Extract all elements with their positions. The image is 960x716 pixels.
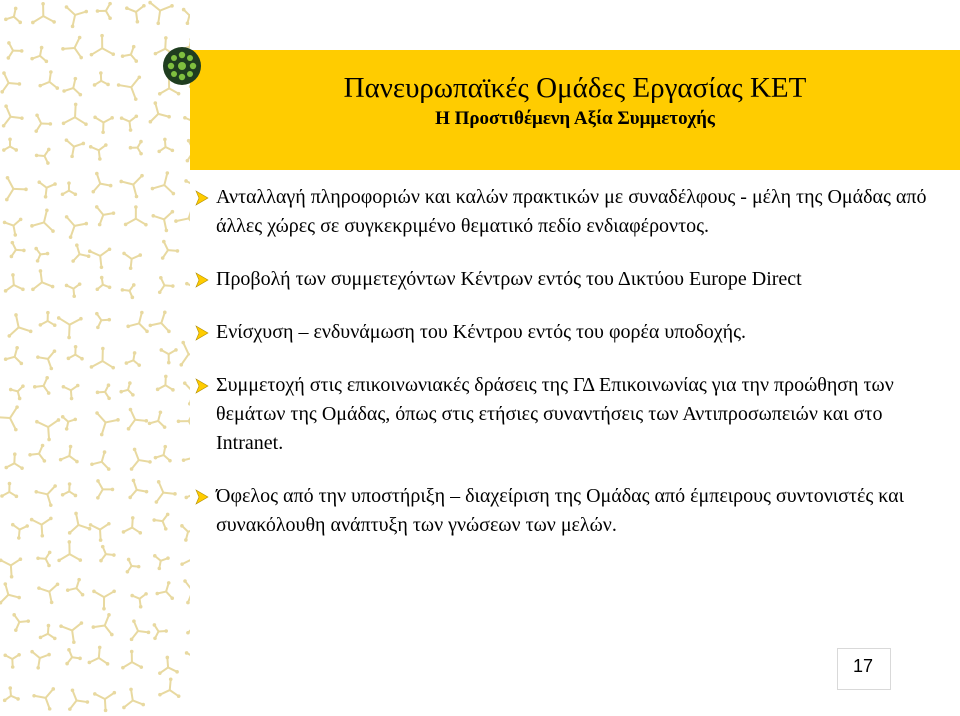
decorative-pattern-strip bbox=[0, 0, 190, 716]
arrow-bullet-icon bbox=[194, 272, 210, 288]
title-subtitle: Η Προστιθέμενη Αξία Συμμετοχής bbox=[435, 108, 715, 129]
bullet-text: Προβολή των συμμετεχόντων Κέντρων εντός του Δικτύου Europe Direct bbox=[216, 268, 802, 290]
bullet-text: Ανταλλαγή πληροφοριών και καλών πρακτικών με συναδέλφους - μέλη της Ομάδας από άλλες χώρες σε συγκεκριμένο θεματικό πεδίο ενδιαφέροντος. bbox=[216, 186, 927, 237]
bullet-text: Όφελος από την υποστήριξη – διαχείριση της Ομάδας από έμπειρους συντονιστές και συνακόλουθη ανάπτυξη των γνώσεων των μελών. bbox=[216, 485, 905, 536]
decorative-pattern bbox=[0, 0, 190, 716]
arrow-bullet-icon bbox=[194, 378, 210, 394]
slide-title bbox=[190, 70, 960, 132]
bullet-text: Συμμετοχή στις επικοινωνιακές δράσεις της ΓΔ Επικοινωνίας για την προώθηση των θεμάτων της Ομάδας, όπως στις ετήσιες συναντήσεις των Αντιπροσωπειών και στο Intranet. bbox=[216, 374, 894, 454]
arrow-bullet-icon bbox=[194, 190, 210, 206]
bullet-item bbox=[190, 318, 930, 347]
page-number: 17 bbox=[852, 656, 874, 676]
bullet-item bbox=[190, 371, 930, 458]
bullet-list bbox=[190, 183, 930, 540]
bullet-item bbox=[190, 265, 930, 294]
bullet-text: Ενίσχυση – ενδυνάμωση του Κέντρου εντός του φορέα υποδοχής. bbox=[216, 321, 747, 343]
bullet-item bbox=[190, 482, 930, 540]
bullet-item bbox=[190, 183, 930, 241]
title-main: Πανευρωπαϊκές Ομάδες Εργασίας ΚΕΤ bbox=[343, 72, 807, 104]
arrow-bullet-icon bbox=[194, 489, 210, 505]
arrow-bullet-icon bbox=[194, 325, 210, 341]
